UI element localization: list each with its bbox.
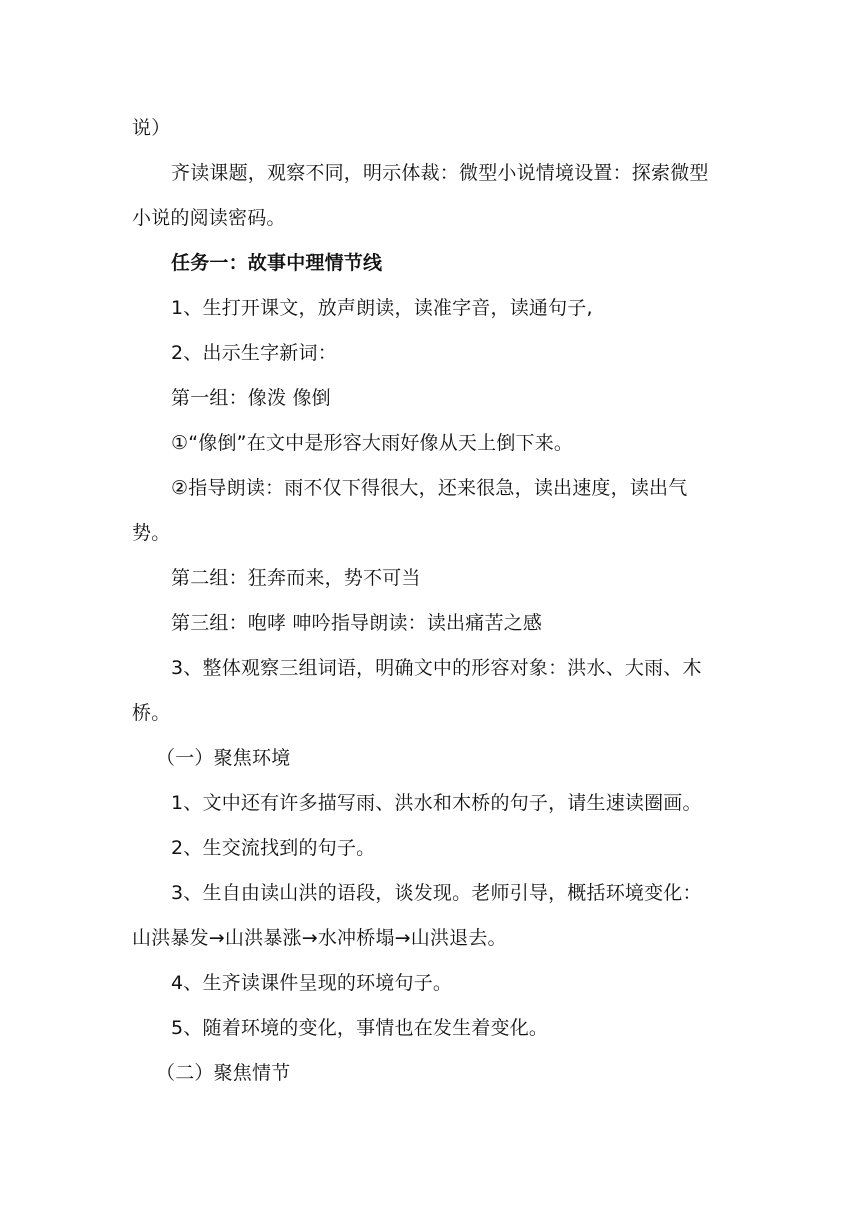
text-line: 1、文中还有许多描写雨、洪水和木桥的句子，请生速读圈画。	[171, 792, 702, 814]
text-line: 3、整体观察三组词语，明确文中的形容对象：洪水、大雨、木	[171, 657, 702, 679]
section-heading: 任务一：故事中理情节线	[171, 252, 383, 274]
text-line: 第三组：咆哮 呻吟指导朗读：读出痛苦之感	[171, 612, 543, 634]
text-line: 2、生交流找到的句子。	[171, 837, 376, 859]
subsection-heading: （一）聚焦环境	[156, 747, 291, 769]
text-line: ①“像倒”在文中是形容大雨好像从天上倒下来。	[171, 432, 574, 454]
text-line: 齐读课题，观察不同，明示体裁：微型小说情境设置：探索微型	[171, 162, 709, 184]
text-line: 第二组：狂奔而来，势不可当	[171, 567, 421, 589]
text-line: 说）	[132, 117, 171, 139]
text-line: 4、生齐读课件呈现的环境句子。	[171, 972, 453, 994]
text-line: 2、出示生字新词：	[171, 342, 337, 364]
text-line: 3、生自由读山洪的语段，谈发现。老师引导，概括环境变化：	[171, 882, 702, 904]
text-line: 第一组：像泼 像倒	[171, 387, 331, 409]
text-line: 5、随着环境的变化，事情也在发生着变化。	[171, 1017, 549, 1039]
text-line: 桥。	[132, 702, 171, 724]
text-line: 势。	[132, 522, 171, 544]
text-line: 1、生打开课文，放声朗读，读准字音，读通句子,	[171, 297, 593, 319]
subsection-heading: （二）聚焦情节	[156, 1062, 291, 1084]
text-line: 山洪暴发→山洪暴涨→水冲桥塌→山洪退去。	[132, 927, 507, 949]
text-line: 小说的阅读密码。	[132, 207, 286, 229]
text-line: ②指导朗读：雨不仅下得很大，还来很急，读出速度，读出气	[171, 477, 688, 499]
